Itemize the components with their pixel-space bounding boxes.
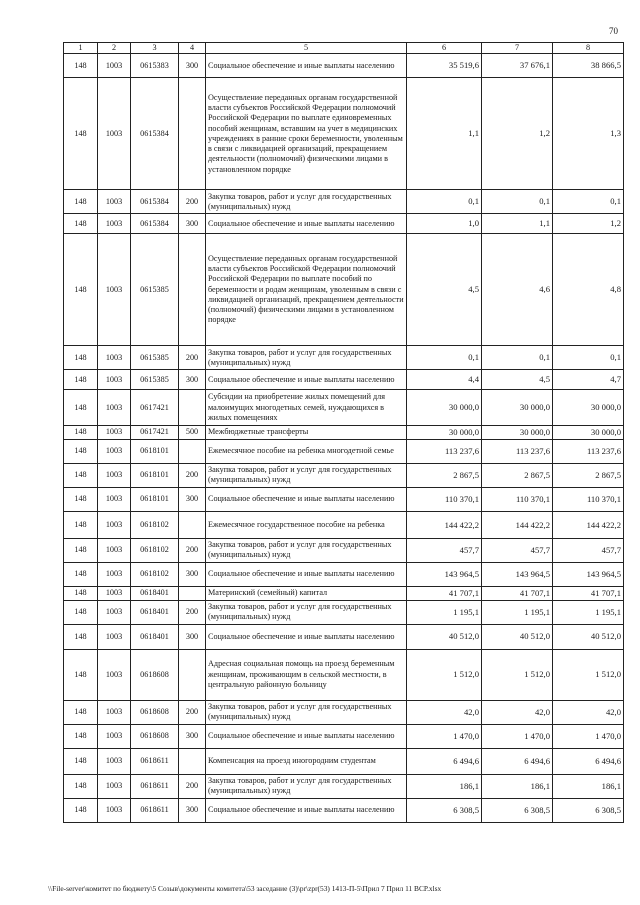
- article-cell: 0618401: [131, 586, 179, 600]
- value-cell-year2: 186,1: [482, 774, 553, 798]
- code-cell: 148: [64, 774, 98, 798]
- section-cell: 1003: [98, 624, 131, 649]
- value-cell-year1: 40 512,0: [407, 624, 482, 649]
- description-cell: Социальное обеспечение и иные выплаты населению: [206, 487, 407, 511]
- value-cell-year1: 144 422,2: [407, 511, 482, 538]
- value-cell-year2: 30 000,0: [482, 426, 553, 440]
- section-cell: 1003: [98, 538, 131, 562]
- code-cell: 148: [64, 370, 98, 390]
- description-cell: Социальное обеспечение и иные выплаты населению: [206, 798, 407, 822]
- description-cell: Социальное обеспечение и иные выплаты населению: [206, 624, 407, 649]
- value-cell-year3: 30 000,0: [553, 426, 624, 440]
- description-cell: Социальное обеспечение и иные выплаты населению: [206, 54, 407, 78]
- value-cell-year3: 38 866,5: [553, 54, 624, 78]
- article-cell: 0618401: [131, 600, 179, 624]
- table-row: [64, 190, 624, 214]
- table-row: [64, 586, 624, 600]
- code-cell: 148: [64, 346, 98, 370]
- table-row: [64, 511, 624, 538]
- table-row: [64, 426, 624, 440]
- table-row: [64, 538, 624, 562]
- article-cell: 0618101: [131, 463, 179, 487]
- value-cell-year3: 6 308,5: [553, 798, 624, 822]
- section-cell: 1003: [98, 511, 131, 538]
- description-cell: Закупка товаров, работ и услуг для государственных (муниципальных) нужд: [206, 774, 407, 798]
- description-cell: Осуществление переданных органам государственной власти субъектов Российской Федерации полномочий Российской Федерации по выплате единовременных пособий женщинам, вставшим на учет в медицинских учреждениях в ранние сроки беременности, уволенным в связи с ликвидацией организаций, прекращением деятельности (полномочий) физическими лицами в установленном порядке: [206, 78, 407, 190]
- section-cell: 1003: [98, 748, 131, 774]
- article-cell: 0618101: [131, 439, 179, 463]
- table-row: [64, 234, 624, 346]
- code-cell: 148: [64, 511, 98, 538]
- type-cell: 500: [179, 426, 206, 440]
- header-row: [64, 43, 624, 54]
- table-row: [64, 463, 624, 487]
- column-header-7: 7: [482, 43, 553, 54]
- value-cell-year2: 1,1: [482, 214, 553, 234]
- table-row: [64, 439, 624, 463]
- column-header-2: 2: [98, 43, 131, 54]
- value-cell-year1: 35 519,6: [407, 54, 482, 78]
- article-cell: 0618608: [131, 700, 179, 724]
- section-cell: 1003: [98, 439, 131, 463]
- article-cell: 0618401: [131, 624, 179, 649]
- value-cell-year1: 110 370,1: [407, 487, 482, 511]
- type-cell: [179, 649, 206, 700]
- article-cell: 0615385: [131, 370, 179, 390]
- value-cell-year1: 0,1: [407, 346, 482, 370]
- type-cell: 300: [179, 724, 206, 748]
- value-cell-year1: 113 237,6: [407, 439, 482, 463]
- value-cell-year3: 40 512,0: [553, 624, 624, 649]
- section-cell: 1003: [98, 586, 131, 600]
- article-cell: 0615384: [131, 190, 179, 214]
- table-body: [64, 54, 624, 822]
- value-cell-year2: 1 512,0: [482, 649, 553, 700]
- code-cell: 148: [64, 463, 98, 487]
- type-cell: 300: [179, 214, 206, 234]
- value-cell-year1: 41 707,1: [407, 586, 482, 600]
- value-cell-year2: 6 308,5: [482, 798, 553, 822]
- description-cell: Социальное обеспечение и иные выплаты населению: [206, 562, 407, 586]
- code-cell: 148: [64, 748, 98, 774]
- value-cell-year1: 1 512,0: [407, 649, 482, 700]
- value-cell-year1: 42,0: [407, 700, 482, 724]
- description-cell: Закупка товаров, работ и услуг для государственных (муниципальных) нужд: [206, 538, 407, 562]
- value-cell-year2: 4,6: [482, 234, 553, 346]
- table-row: [64, 748, 624, 774]
- value-cell-year2: 143 964,5: [482, 562, 553, 586]
- section-cell: 1003: [98, 234, 131, 346]
- value-cell-year3: 2 867,5: [553, 463, 624, 487]
- budget-table: [63, 42, 624, 823]
- table-row: [64, 54, 624, 78]
- value-cell-year3: 186,1: [553, 774, 624, 798]
- section-cell: 1003: [98, 562, 131, 586]
- description-cell: Закупка товаров, работ и услуг для государственных (муниципальных) нужд: [206, 600, 407, 624]
- section-cell: 1003: [98, 370, 131, 390]
- type-cell: [179, 390, 206, 426]
- value-cell-year2: 0,1: [482, 346, 553, 370]
- article-cell: 0618101: [131, 487, 179, 511]
- value-cell-year2: 2 867,5: [482, 463, 553, 487]
- article-cell: 0617421: [131, 426, 179, 440]
- value-cell-year3: 143 964,5: [553, 562, 624, 586]
- type-cell: 300: [179, 487, 206, 511]
- value-cell-year1: 4,5: [407, 234, 482, 346]
- value-cell-year1: 30 000,0: [407, 390, 482, 426]
- table-row: [64, 562, 624, 586]
- type-cell: 300: [179, 562, 206, 586]
- description-cell: Ежемесячное пособие на ребенка многодетной семье: [206, 439, 407, 463]
- section-cell: 1003: [98, 390, 131, 426]
- value-cell-year2: 110 370,1: [482, 487, 553, 511]
- value-cell-year3: 42,0: [553, 700, 624, 724]
- value-cell-year1: 30 000,0: [407, 426, 482, 440]
- description-cell: Материнский (семейный) капитал: [206, 586, 407, 600]
- value-cell-year3: 1,3: [553, 78, 624, 190]
- table-row: [64, 390, 624, 426]
- section-cell: 1003: [98, 463, 131, 487]
- value-cell-year3: 4,8: [553, 234, 624, 346]
- description-cell: Закупка товаров, работ и услуг для государственных (муниципальных) нужд: [206, 346, 407, 370]
- value-cell-year3: 0,1: [553, 190, 624, 214]
- value-cell-year1: 4,4: [407, 370, 482, 390]
- column-header-5: 5: [206, 43, 407, 54]
- type-cell: 300: [179, 54, 206, 78]
- section-cell: 1003: [98, 487, 131, 511]
- article-cell: 0618611: [131, 748, 179, 774]
- value-cell-year3: 457,7: [553, 538, 624, 562]
- type-cell: [179, 586, 206, 600]
- section-cell: 1003: [98, 700, 131, 724]
- code-cell: 148: [64, 624, 98, 649]
- value-cell-year1: 186,1: [407, 774, 482, 798]
- section-cell: 1003: [98, 54, 131, 78]
- article-cell: 0618608: [131, 649, 179, 700]
- code-cell: 148: [64, 214, 98, 234]
- value-cell-year1: 1,1: [407, 78, 482, 190]
- type-cell: 200: [179, 538, 206, 562]
- section-cell: 1003: [98, 78, 131, 190]
- description-cell: Социальное обеспечение и иные выплаты населению: [206, 370, 407, 390]
- value-cell-year2: 144 422,2: [482, 511, 553, 538]
- table-row: [64, 700, 624, 724]
- description-cell: Осуществление переданных органам государственной власти субъектов Российской Федерации полномочий Российской Федерации по выплате пособий по беременности и родам женщинам, уволенным в связи с ликвидацией организаций, прекращением деятельности (полномочий) физическими лицами в установленном порядке: [206, 234, 407, 346]
- value-cell-year3: 144 422,2: [553, 511, 624, 538]
- description-cell: Социальное обеспечение и иные выплаты населению: [206, 724, 407, 748]
- article-cell: 0618102: [131, 538, 179, 562]
- value-cell-year2: 113 237,6: [482, 439, 553, 463]
- type-cell: 300: [179, 370, 206, 390]
- type-cell: 200: [179, 774, 206, 798]
- description-cell: Закупка товаров, работ и услуг для государственных (муниципальных) нужд: [206, 700, 407, 724]
- section-cell: 1003: [98, 426, 131, 440]
- code-cell: 148: [64, 649, 98, 700]
- file-path-footer: \\File-server\комитет по бюджету\5 Созыв\документы комитета\53 заседание (3)\pr\zpr(53) 1413-П-5\Прил 7 Прил 11 ВСР.xlsx: [48, 884, 442, 893]
- value-cell-year3: 113 237,6: [553, 439, 624, 463]
- column-header-3: 3: [131, 43, 179, 54]
- type-cell: 200: [179, 463, 206, 487]
- column-header-8: 8: [553, 43, 624, 54]
- value-cell-year3: 4,7: [553, 370, 624, 390]
- code-cell: 148: [64, 439, 98, 463]
- description-cell: Закупка товаров, работ и услуг для государственных (муниципальных) нужд: [206, 190, 407, 214]
- code-cell: 148: [64, 724, 98, 748]
- type-cell: 300: [179, 798, 206, 822]
- code-cell: 148: [64, 390, 98, 426]
- value-cell-year2: 37 676,1: [482, 54, 553, 78]
- value-cell-year1: 1 195,1: [407, 600, 482, 624]
- value-cell-year2: 4,5: [482, 370, 553, 390]
- value-cell-year1: 143 964,5: [407, 562, 482, 586]
- section-cell: 1003: [98, 649, 131, 700]
- value-cell-year2: 0,1: [482, 190, 553, 214]
- section-cell: 1003: [98, 798, 131, 822]
- value-cell-year1: 6 308,5: [407, 798, 482, 822]
- code-cell: 148: [64, 234, 98, 346]
- code-cell: 148: [64, 487, 98, 511]
- article-cell: 0618102: [131, 562, 179, 586]
- code-cell: 148: [64, 600, 98, 624]
- type-cell: [179, 439, 206, 463]
- column-header-1: 1: [64, 43, 98, 54]
- value-cell-year2: 30 000,0: [482, 390, 553, 426]
- value-cell-year2: 42,0: [482, 700, 553, 724]
- article-cell: 0615384: [131, 78, 179, 190]
- type-cell: [179, 78, 206, 190]
- value-cell-year3: 1 512,0: [553, 649, 624, 700]
- description-cell: Адресная социальная помощь на проезд беременным женщинам, проживающим в сельской местности, в центральную районную больницу: [206, 649, 407, 700]
- code-cell: 148: [64, 562, 98, 586]
- type-cell: 200: [179, 600, 206, 624]
- table-row: [64, 370, 624, 390]
- type-cell: [179, 511, 206, 538]
- section-cell: 1003: [98, 774, 131, 798]
- value-cell-year3: 1 195,1: [553, 600, 624, 624]
- section-cell: 1003: [98, 600, 131, 624]
- value-cell-year2: 41 707,1: [482, 586, 553, 600]
- article-cell: 0618611: [131, 774, 179, 798]
- value-cell-year1: 0,1: [407, 190, 482, 214]
- section-cell: 1003: [98, 214, 131, 234]
- description-cell: Социальное обеспечение и иные выплаты населению: [206, 214, 407, 234]
- table-row: [64, 624, 624, 649]
- value-cell-year3: 6 494,6: [553, 748, 624, 774]
- section-cell: 1003: [98, 190, 131, 214]
- table-row: [64, 214, 624, 234]
- value-cell-year1: 1,0: [407, 214, 482, 234]
- description-cell: Межбюджетные трансферты: [206, 426, 407, 440]
- page-number: 70: [609, 26, 618, 36]
- value-cell-year1: 6 494,6: [407, 748, 482, 774]
- article-cell: 0618102: [131, 511, 179, 538]
- value-cell-year2: 1,2: [482, 78, 553, 190]
- value-cell-year1: 457,7: [407, 538, 482, 562]
- article-cell: 0615385: [131, 346, 179, 370]
- code-cell: 148: [64, 426, 98, 440]
- value-cell-year2: 6 494,6: [482, 748, 553, 774]
- value-cell-year3: 1 470,0: [553, 724, 624, 748]
- section-cell: 1003: [98, 346, 131, 370]
- value-cell-year3: 110 370,1: [553, 487, 624, 511]
- description-cell: Ежемесячное государственное пособие на ребенка: [206, 511, 407, 538]
- table-row: [64, 78, 624, 190]
- table-row: [64, 774, 624, 798]
- description-cell: Закупка товаров, работ и услуг для государственных (муниципальных) нужд: [206, 463, 407, 487]
- code-cell: 148: [64, 700, 98, 724]
- value-cell-year2: 457,7: [482, 538, 553, 562]
- code-cell: 148: [64, 798, 98, 822]
- article-cell: 0618608: [131, 724, 179, 748]
- article-cell: 0615385: [131, 234, 179, 346]
- code-cell: 148: [64, 538, 98, 562]
- type-cell: 200: [179, 700, 206, 724]
- column-header-4: 4: [179, 43, 206, 54]
- code-cell: 148: [64, 586, 98, 600]
- value-cell-year3: 0,1: [553, 346, 624, 370]
- type-cell: 200: [179, 346, 206, 370]
- table-row: [64, 649, 624, 700]
- table-row: [64, 798, 624, 822]
- type-cell: 300: [179, 624, 206, 649]
- table-row: [64, 346, 624, 370]
- type-cell: 200: [179, 190, 206, 214]
- code-cell: 148: [64, 54, 98, 78]
- type-cell: [179, 748, 206, 774]
- code-cell: 148: [64, 190, 98, 214]
- description-cell: Субсидии на приобретение жилых помещений для малоимущих многодетных семей, нуждающихся в жилых помещениях: [206, 390, 407, 426]
- article-cell: 0617421: [131, 390, 179, 426]
- table-row: [64, 487, 624, 511]
- article-cell: 0615384: [131, 214, 179, 234]
- value-cell-year2: 40 512,0: [482, 624, 553, 649]
- code-cell: 148: [64, 78, 98, 190]
- type-cell: [179, 234, 206, 346]
- value-cell-year1: 2 867,5: [407, 463, 482, 487]
- value-cell-year2: 1 470,0: [482, 724, 553, 748]
- description-cell: Компенсация на проезд иногородним студентам: [206, 748, 407, 774]
- value-cell-year1: 1 470,0: [407, 724, 482, 748]
- column-header-6: 6: [407, 43, 482, 54]
- section-cell: 1003: [98, 724, 131, 748]
- article-cell: 0618611: [131, 798, 179, 822]
- value-cell-year2: 1 195,1: [482, 600, 553, 624]
- table-row: [64, 600, 624, 624]
- table-row: [64, 724, 624, 748]
- value-cell-year3: 1,2: [553, 214, 624, 234]
- article-cell: 0615383: [131, 54, 179, 78]
- value-cell-year3: 41 707,1: [553, 586, 624, 600]
- value-cell-year3: 30 000,0: [553, 390, 624, 426]
